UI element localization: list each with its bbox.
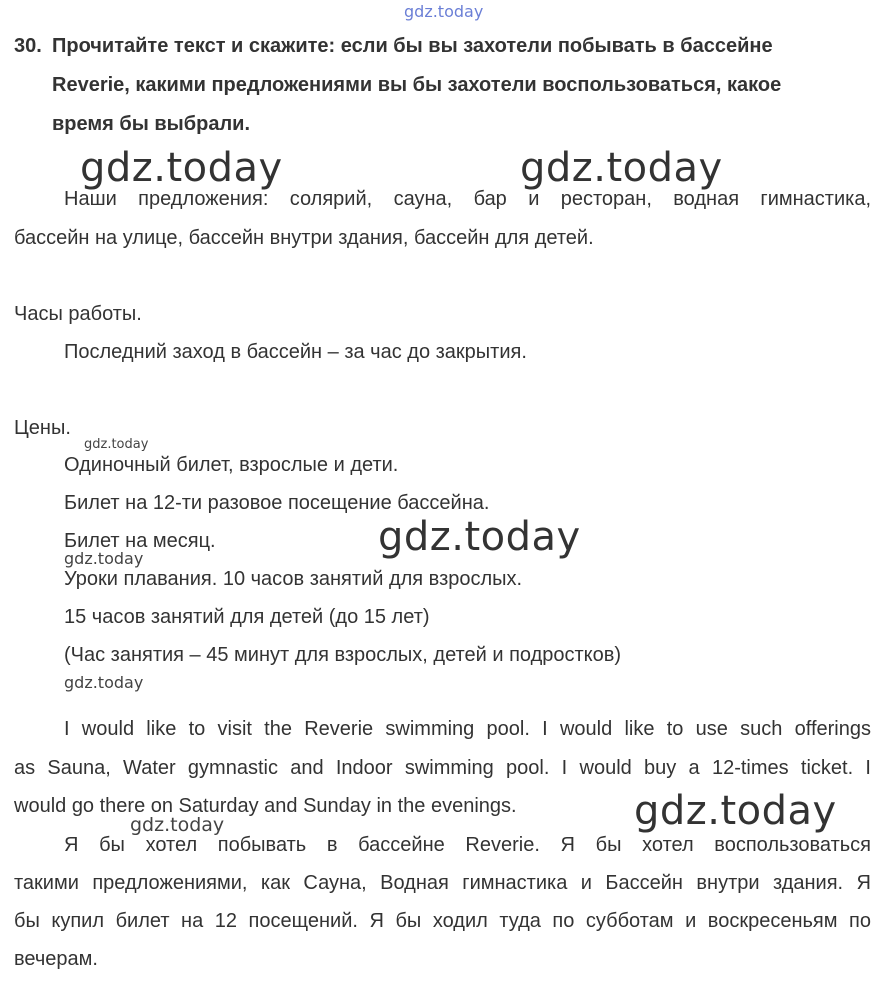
price-item: 15 часов занятий для детей (до 15 лет) [64, 606, 430, 628]
prices-title: Цены. [14, 417, 71, 439]
watermark-big: gdz.today [80, 145, 283, 191]
offers-line-1: Наши предложения: солярий, сауна, бар и ресторан, водная гимнастика, [64, 188, 871, 210]
question-line-3: время бы выбрали. [52, 113, 251, 135]
offers-line-2: бассейн на улице, бассейн внутри здания, бассейн для детей. [14, 227, 594, 249]
answer-en-line-1: I would like to visit the Reverie swimming pool. I would like to use such offerings [64, 718, 871, 740]
question-line-1: Прочитайте текст и скажите: если бы вы захотели побывать в бассейне [52, 35, 773, 57]
price-item: (Час занятия – 45 минут для взрослых, детей и подростков) [64, 644, 622, 666]
price-item: Одиночный билет, взрослые и дети. [64, 454, 399, 476]
price-item: Билет на месяц. [64, 530, 216, 552]
hours-title: Часы работы. [14, 303, 142, 325]
watermark-top: gdz.today [404, 2, 484, 21]
price-item: Билет на 12-ти разовое посещение бассейна. [64, 492, 490, 514]
watermark-big: gdz.today [520, 145, 723, 191]
answer-en-line-3: would go there on Saturday and Sunday in the evenings. [14, 795, 517, 817]
watermark-big: gdz.today [634, 788, 837, 834]
price-item: Уроки плавания. 10 часов занятий для взрослых. [64, 568, 523, 590]
question-line-2: Reverie, какими предложениями вы бы захотели воспользоваться, какое [52, 74, 782, 96]
answer-ru-line-4: вечерам. [14, 948, 98, 970]
answer-ru-line-1: Я бы хотел побывать в бассейне Reverie. Я бы хотел воспользоваться [64, 834, 871, 856]
watermark-small: gdz.today [64, 673, 144, 692]
watermark-small: gdz.today [130, 814, 225, 836]
watermark-small: gdz.today [64, 549, 144, 568]
answer-ru-line-3: бы купил билет на 12 посещений. Я бы ходил туда по субботам и воскресеньям по [14, 910, 871, 932]
watermark-small: gdz.today [84, 437, 149, 452]
answer-ru-line-2: такими предложениями, как Сауна, Водная гимнастика и Бассейн внутри здания. Я [14, 872, 871, 894]
hours-text: Последний заход в бассейн – за час до закрытия. [64, 341, 527, 363]
watermark-big: gdz.today [378, 514, 581, 560]
answer-en-line-2: as Sauna, Water gymnastic and Indoor swimming pool. I would buy a 12-times ticket. I [14, 757, 871, 779]
question-number: 30. [14, 35, 42, 57]
